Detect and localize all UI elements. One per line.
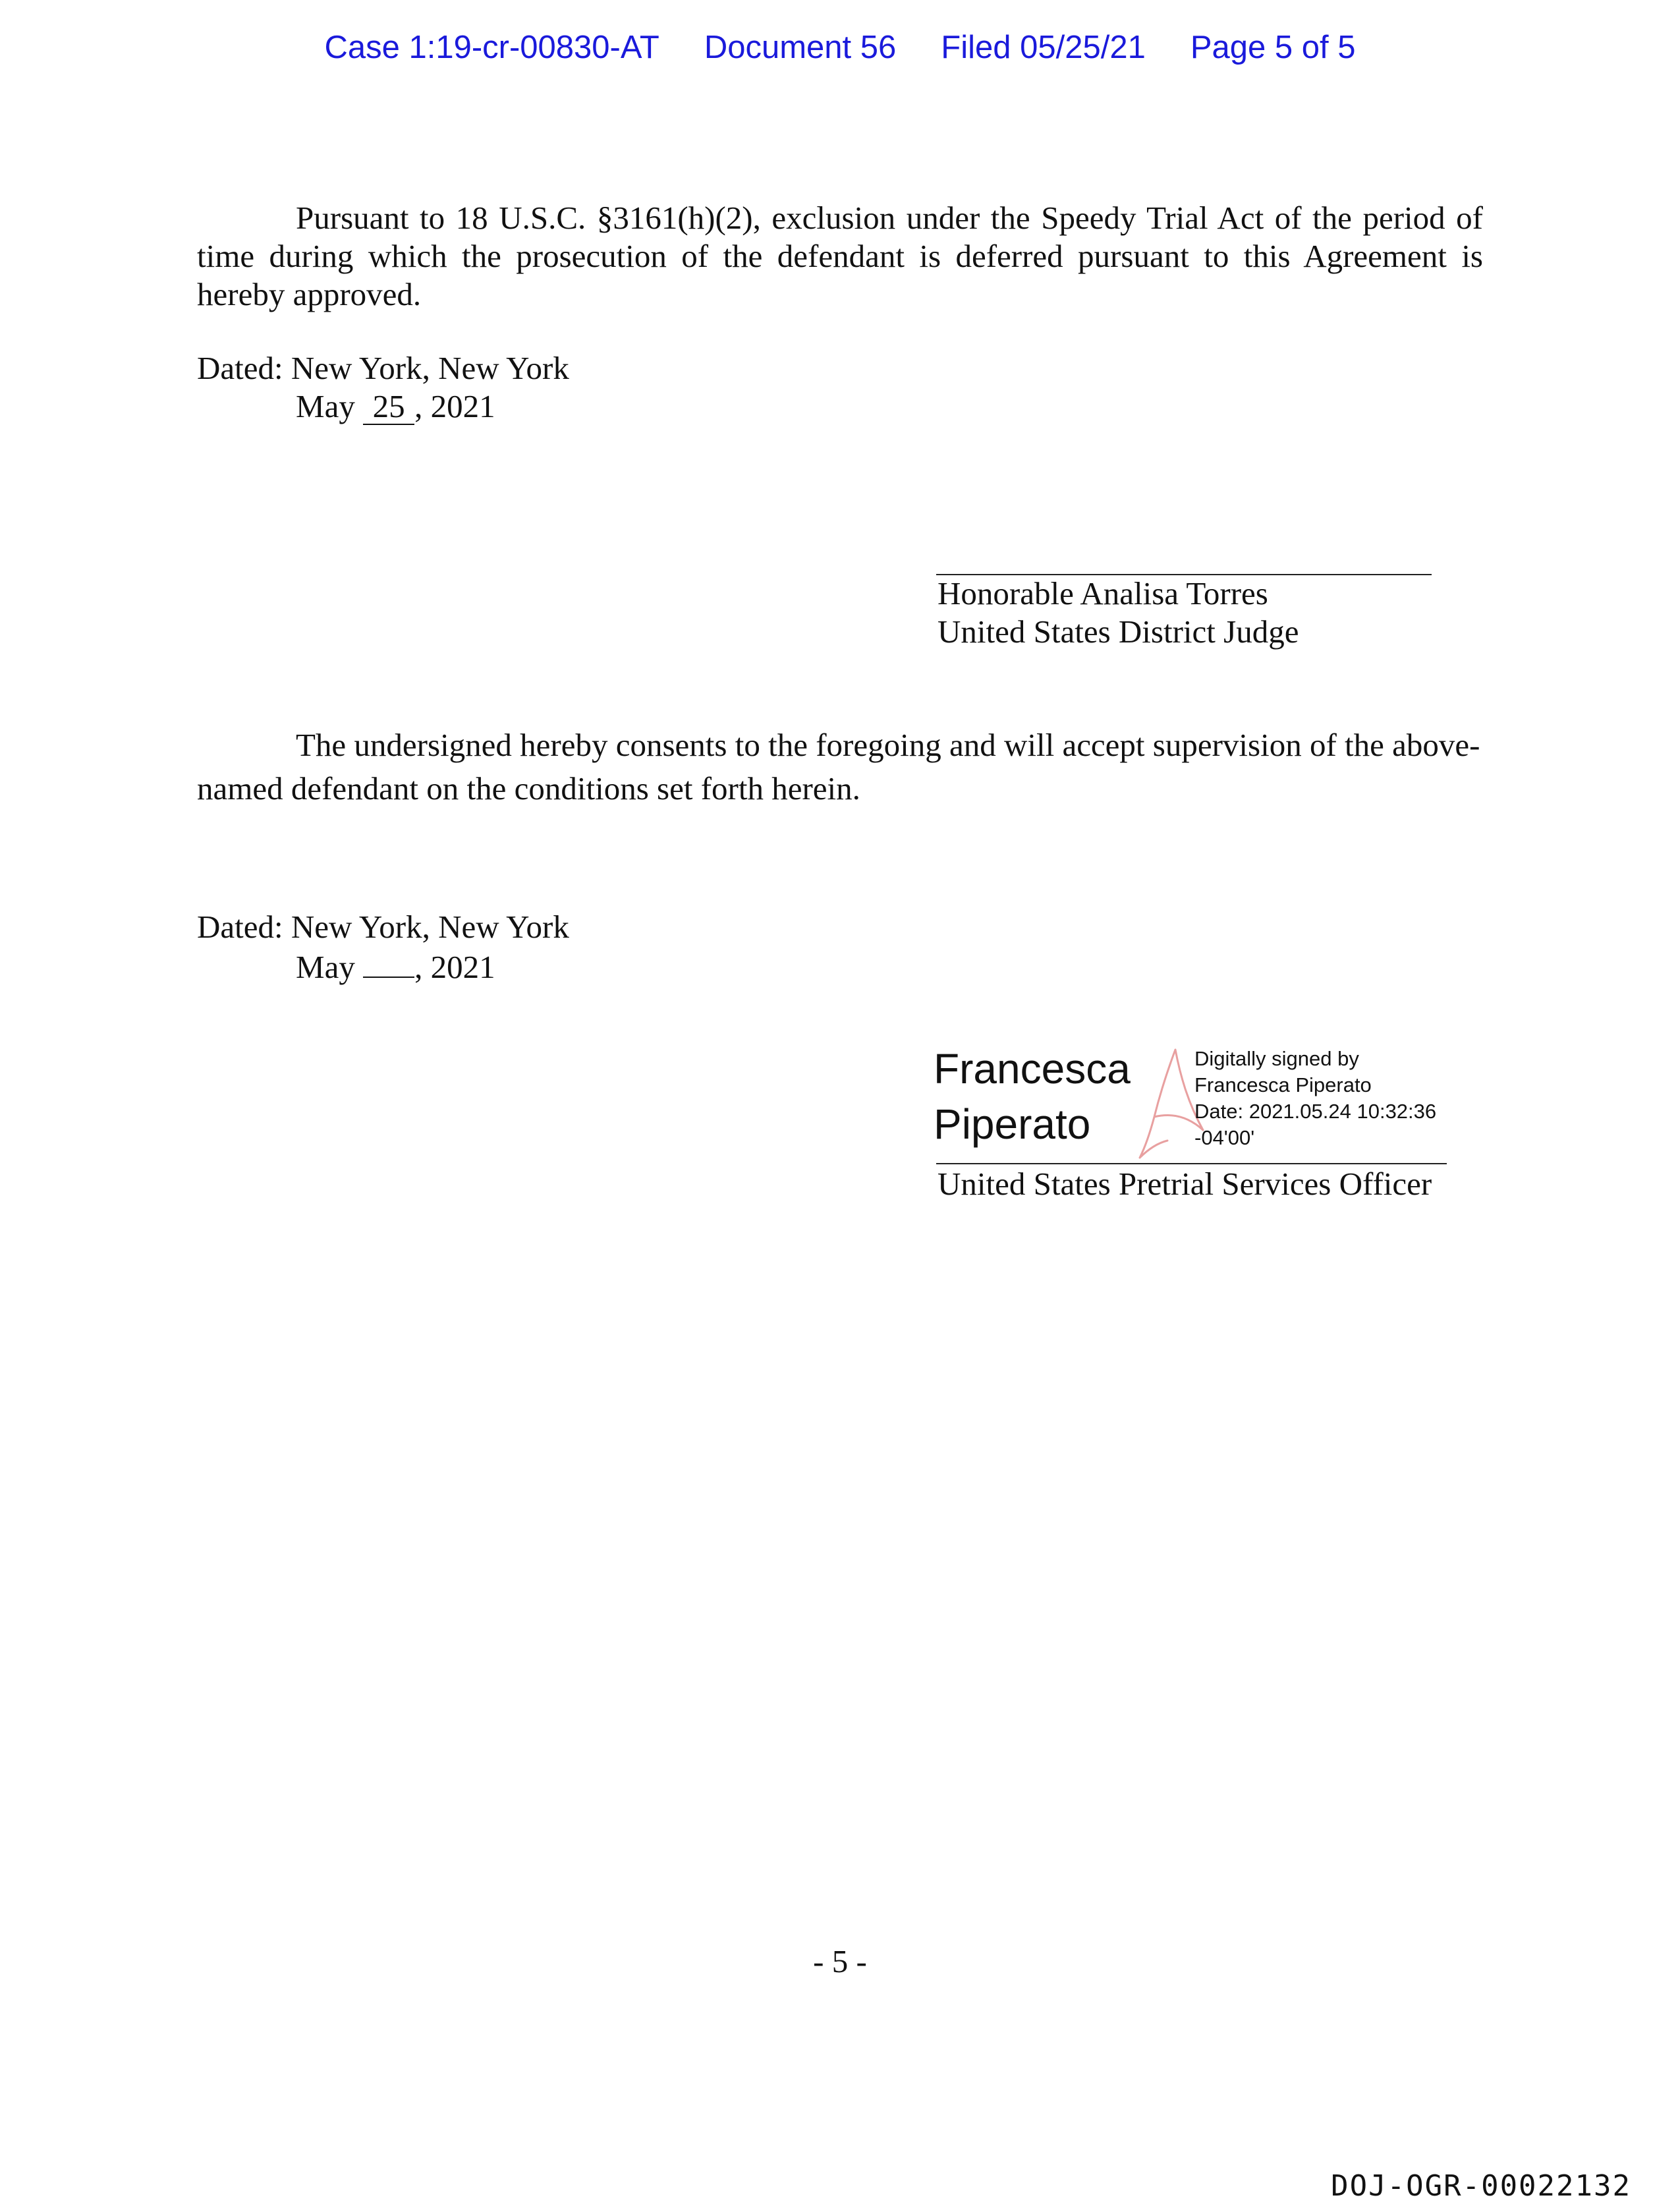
consent-paragraph: The undersigned hereby consents to the foregoing and will accept supervision of the above-named defendant on the conditions set forth herein.	[197, 727, 1480, 807]
signature-meta-line: Francesca Piperato	[1194, 1073, 1372, 1096]
dated-year: , 2021	[414, 388, 495, 424]
signature-first-name: Francesca	[934, 1045, 1131, 1092]
judge-name: Honorable Analisa Torres	[938, 575, 1268, 611]
judge-title: United States District Judge	[938, 613, 1299, 650]
header-document-number: Document 56	[704, 30, 897, 65]
speedy-trial-paragraph: Pursuant to 18 U.S.C. §3161(h)(2), exclusion under the Speedy Trial Act of the period of time during which the prosecution of the defendant is deferred pursuant to this Agreement is hereby approved.	[197, 200, 1483, 312]
officer-title: United States Pretrial Services Officer	[938, 1166, 1432, 1202]
dated-month: May	[296, 388, 355, 424]
dated-line	[197, 349, 569, 387]
dated-label: Dated:	[197, 350, 283, 386]
page-number: - 5 -	[813, 1943, 867, 1979]
dated-day-blank	[363, 946, 414, 978]
dated-day-blank: 25	[363, 393, 414, 425]
signature-meta-line: -04'00'	[1194, 1126, 1255, 1149]
digital-signature-name	[934, 1041, 1131, 1152]
dated-place: New York, New York	[291, 350, 569, 386]
document-header	[0, 29, 1680, 66]
digital-signature-details	[1194, 1046, 1436, 1151]
bates-number: DOJ-OGR-00022132	[1331, 2169, 1631, 2203]
signature-meta-line: Date: 2021.05.24 10:32:36	[1194, 1100, 1437, 1123]
header-page-count: Page 5 of 5	[1190, 30, 1356, 65]
dated-label: Dated:	[197, 909, 283, 945]
dated-date-line	[197, 946, 569, 986]
dated-block-judge	[197, 349, 569, 426]
header-case-number: Case 1:19-cr-00830-AT	[324, 30, 659, 65]
signature-meta-line: Digitally signed by	[1194, 1047, 1359, 1070]
judge-signature-block	[938, 575, 1299, 651]
signature-last-name: Piperato	[934, 1100, 1091, 1148]
dated-month: May	[296, 949, 355, 985]
dated-place: New York, New York	[291, 909, 569, 945]
dated-date-line	[197, 387, 569, 426]
officer-signature-line	[936, 1163, 1447, 1164]
dated-block-officer	[197, 908, 569, 986]
header-filed-date: Filed 05/25/21	[941, 30, 1146, 65]
dated-line	[197, 908, 569, 946]
dated-year: , 2021	[414, 949, 495, 985]
